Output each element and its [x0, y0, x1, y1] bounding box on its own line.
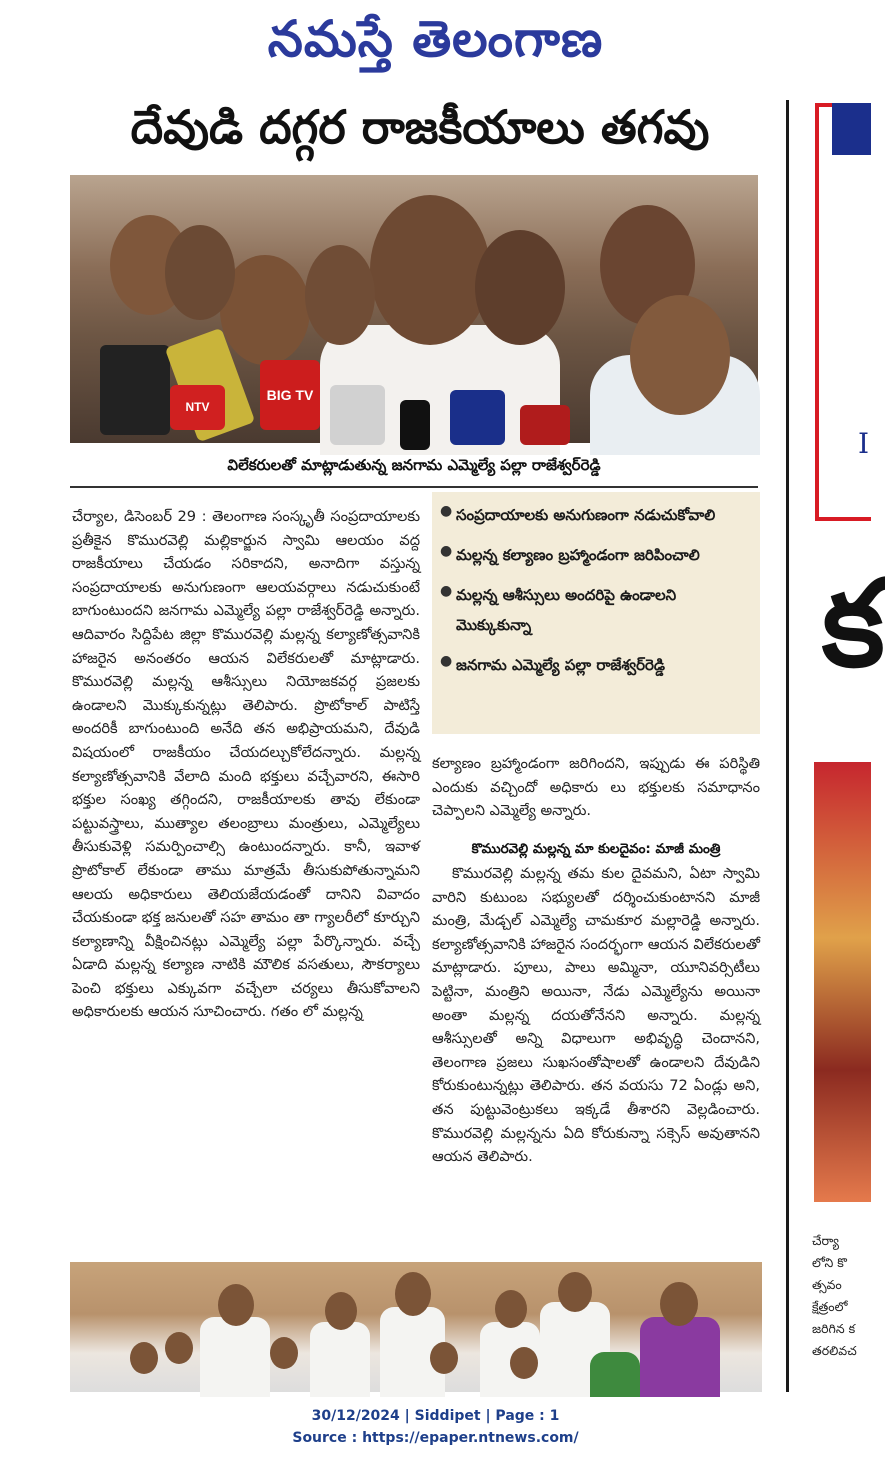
- top-photo: [70, 175, 758, 443]
- ntv-mic: NTV: [170, 385, 225, 430]
- adjacent-ad-letter: I: [858, 427, 870, 460]
- column-divider: [786, 100, 789, 1392]
- article-body-right: కల్యాణం బ్రహ్మాండంగా జరిగిందని, ఇప్పుడు ఈ పరిస్థితి ఎందుకు వచ్చిందో అధికారు లు భక్తులకు సమాధానం చెప్పాలని ఎమ్మెల్యే అన్నారు.: [432, 755, 760, 820]
- adjacent-ad-panel: [832, 155, 871, 460]
- bullet-icon: ●: [440, 653, 453, 669]
- bullet-icon: ●: [440, 503, 453, 519]
- headline: దేవుడి దగ్గర రాజకీయాలు తగవు: [130, 100, 710, 154]
- article-body-left: చేర్యాల, డిసెంబర్ 29 : తెలంగాణ సంస్కృతీ సంప్రదాయాలకు ప్రతీకైన కొమురవెల్లి మల్లికార్జున స్వామి ఆలయం వద్ద రాజకీయాలు చేయడం సరికాదని, అనాదిగా వస్తున్న సంప్రదాయాలకు అనుగుణంగా ఆలయవర్గాలు నడుచుకుంటే బాగుంటుందని జనగామ ఎమ్మెల్యే పల్లా రాజేశ్వర్‌రెడ్డి అన్నారు. ఆదివారం సిద్దిపేట జిల్లా కొమురవెల్లి మల్లన్న కల్యాణోత్సవానికి హాజరైన అనంతరం ఆయన విలేకరులతో మాట్లాడారు. కొమురవెల్లి మల్లన్న ఆశీస్సులు నియోజకవర్గ ప్రజలకు ఉండాలని మొక్కుకున్నట్లు తెలిపారు. ప్రొటోకాల్ పాటిస్తే అందరికీ బాగుంటుంది అనేది తన అభిప్రాయమని, దేవుడి విషయంలో రాజకీయం చేయదల్చుకోలేదన్నారు. మల్లన్న కల్యాణోత్సవానికి వేలాది మంది భక్తులు వచ్చేవారని, ఈసారి భక్తుల సంఖ్య తగ్గిందని, రాజకీయాలకు తావు లేకుండా పట్టువస్త్రాలు, ముత్యాల తలంబ్రాలు మంత్రులు, ఎమ్మెల్యేలు తీసుకువెళ్లి సమర్పించాల్సి ఉంటుందన్నారు. కానీ, ఇవాళ ప్రొటోకాల్ లేకుండా తాము మాత్రమే తీసుకుపోతున్నామని ఆలయ అధికారులు తెలియజేయడంతో దానిని వివాదం చేయకుండా భక్త జనులతో సహ తామం తా గ్యాలరీలో కూర్చుని కల్యాణాన్ని వీక్షించినట్లు ఎమ్మెల్యే పల్లా పేర్కొన్నారు. వచ్చే ఏడాది మల్లన్న కల్యాణ నాటికి మౌలిక వసతులు, సౌకర్యాలు పెంచి భక్తులు ఎక్కువగా వచ్చేలా చర్యలు తీసుకోవాలని అధికారులకు ఆయన సూచించారు. గతం లో మల్లన్న: [72, 508, 420, 1021]
- bottom-photo: [70, 1262, 762, 1392]
- article-body-right-2: కొమురవెల్లి మల్లన్న తమ కుల దైవమని, ఏటా స్వామి వారిని కుటుంబ సభ్యులతో దర్శించుకుంటానని మాజీ మంత్రి, మేడ్చల్ ఎమ్మెల్యే చామకూర మల్లారెడ్డి అన్నారు. కల్యాణోత్సవానికి హాజరైన సందర్భంగా ఆయన విలేకరులతో మాట్లాడారు. పూలు, పాలు అమ్మినా, యూనివర్సిటీలు పెట్టినా, మంత్రిని అయినా, నేడు ఎమ్మెల్యేను అయినా అంతా మల్లన్న దయతోనేనని అన్నారు. మల్లన్న ఆశీస్సులతో అన్ని విధాలుగా అభివృద్ధి చెందానని, తెలంగాణ ప్రజలు సుఖసంతోషాలతో ఉండాలని దేవుడిని కోరుకుంటున్నట్లు తెలిపారు. తన వయసు 72 ఏండ్లు అని, తన పుట్టువెంట్రుకలు ఇక్కడే తీశారని వెల్లడించారు. కొమురవెల్లి మల్లన్నను ఏది కోరుకున్నా సక్సెస్ అవుతానని ఆయన తెలిపారు.: [432, 865, 760, 1166]
- footer-date-edition: 30/12/2024 | Siddipet | Page : 1: [311, 1408, 560, 1424]
- bullet-icon: ●: [440, 583, 453, 599]
- highlight-item: ● మల్లన్న కల్యాణం బ్రహ్మాండంగా జరిపించాలి: [440, 540, 754, 570]
- adjacent-headline-fragment: క: [822, 555, 885, 694]
- footer-source-link[interactable]: Source : https://epaper.ntnews.com/: [292, 1430, 579, 1446]
- photo-caption: విలేకరులతో మాట్లాడుతున్న జనగామ ఎమ్మెల్యే పల్లా రాజేశ్వర్‌రెడ్డి: [227, 456, 601, 474]
- highlight-item: ● మల్లన్న ఆశీస్సులు అందరిపై ఉండాలని మొక్కుకున్నా: [440, 580, 754, 640]
- highlight-item: ● సంప్రదాయాలకు అనుగుణంగా నడుచుకోవాలి: [440, 500, 754, 530]
- caption-divider: [70, 486, 758, 488]
- adjacent-ad-banner: [832, 103, 871, 155]
- big-tv-mic: BIG TV: [260, 360, 320, 430]
- bullet-icon: ●: [440, 543, 453, 559]
- adjacent-photo: [814, 762, 871, 1202]
- highlight-item: ● జనగామ ఎమ్మెల్యే పల్లా రాజేశ్వర్‌రెడ్డి: [440, 650, 754, 680]
- adjacent-article-text: చేర్యా లోని కొ త్సవం క్షేత్రంలో జరిగిన క తరలివచ: [812, 1233, 857, 1358]
- page-footer: [0, 1405, 871, 1449]
- sub-heading: కొమురవెల్లి మల్లన్న మా కులదైవం: మాజీ మంత్రి: [471, 841, 721, 857]
- masthead-logo: నమస్తే తెలంగాణ: [267, 10, 604, 68]
- highlights-box: [432, 492, 760, 734]
